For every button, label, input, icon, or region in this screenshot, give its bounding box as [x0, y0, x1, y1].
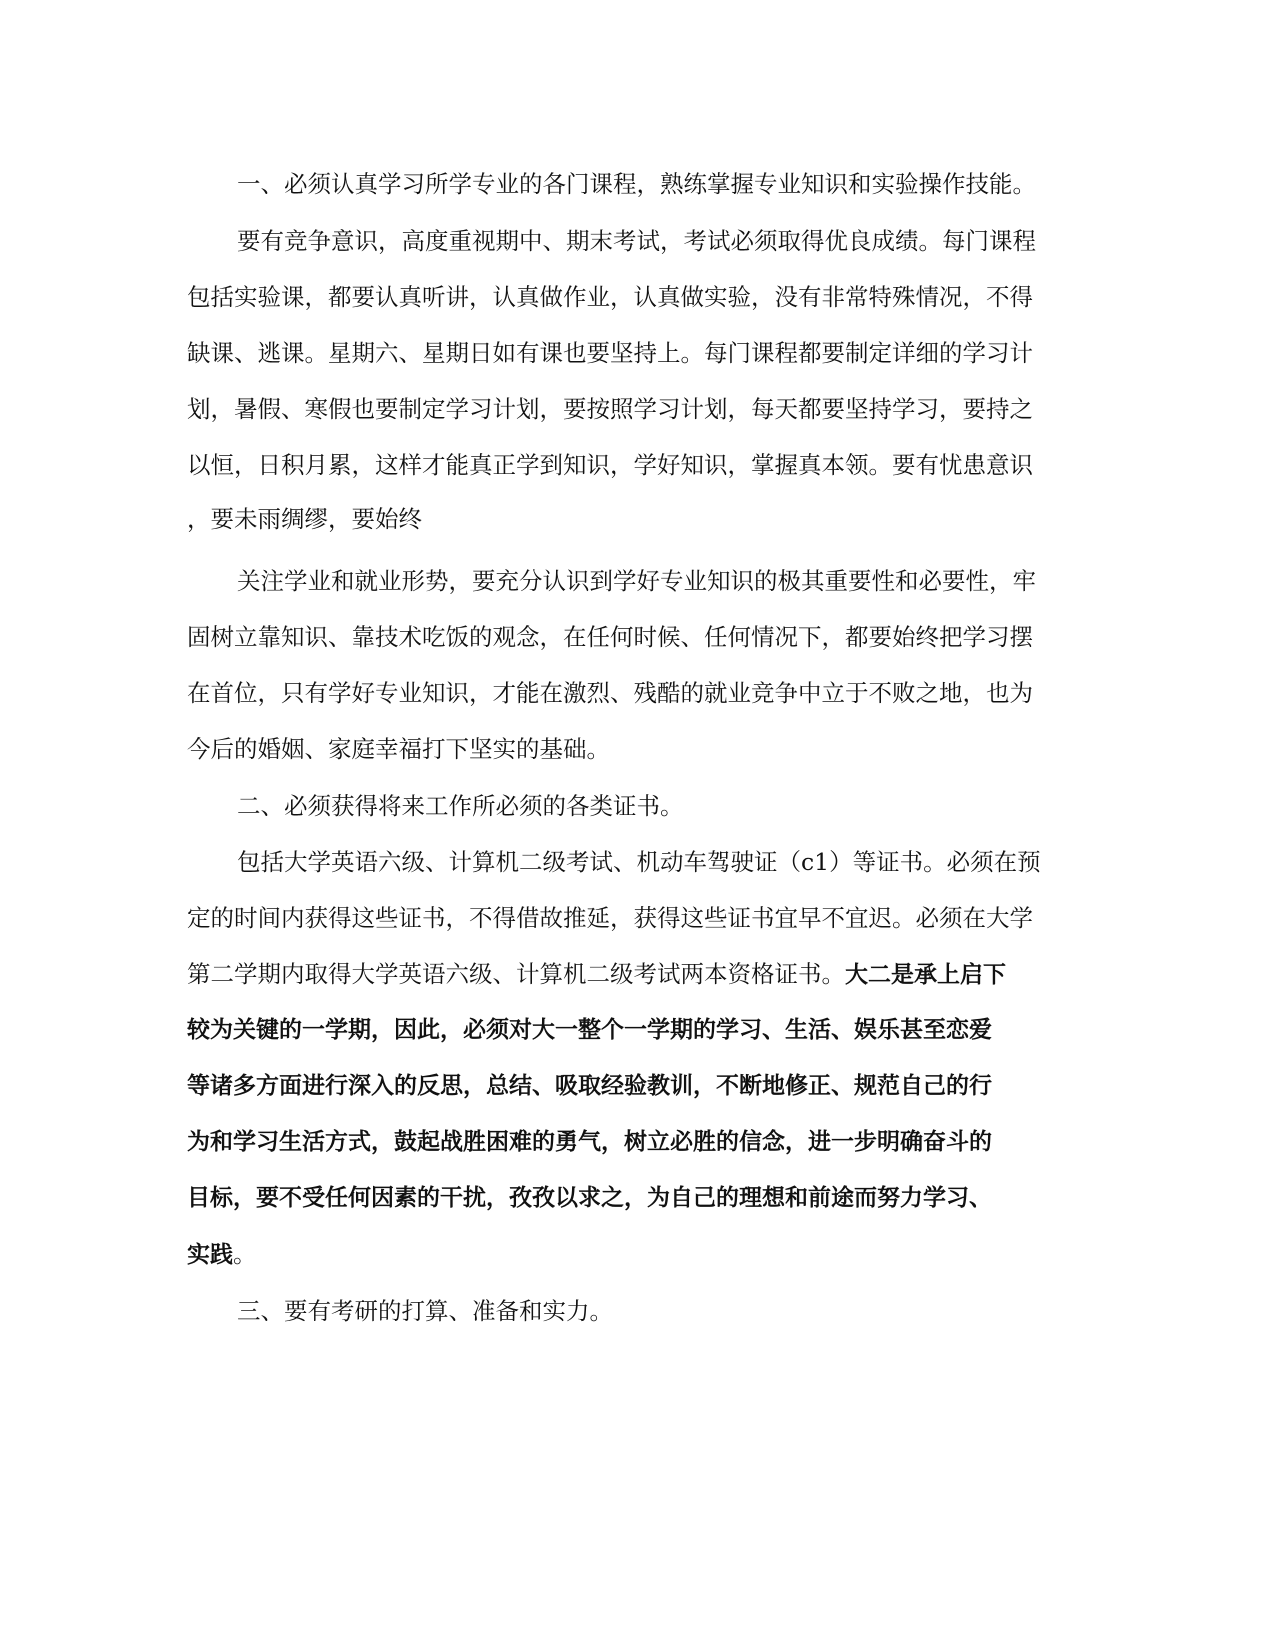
- bold-text-end: 实践: [187, 1242, 233, 1268]
- paragraph-4-line-6: 为和学习生活方式，鼓起战胜困难的勇气，树立必胜的信念，进一步明确奋斗的: [187, 1129, 992, 1155]
- paragraph-3-line-4: 今后的婚姻、家庭幸福打下坚实的基础。: [187, 735, 610, 763]
- paragraph-3-line-2: 固树立靠知识、靠技术吃饭的观念，在任何时候、任何情况下，都要始终把学习摆: [187, 623, 1033, 651]
- paragraph-1-heading: 一、必须认真学习所学专业的各门课程，熟练掌握专业知识和实验操作技能。: [237, 170, 1036, 198]
- paragraph-4-line-2: 定的时间内获得这些证书，不得借故推延，获得这些证书宜早不宜迟。必须在大学: [187, 904, 1033, 932]
- paragraph-4-line-1: 包括大学英语六级、计算机二级考试、机动车驾驶证（c1）等证书。必须在预: [237, 848, 1041, 876]
- paragraph-2-line-3: 缺课、逃课。星期六、星期日如有课也要坚持上。每门课程都要制定详细的学习计: [187, 339, 1033, 367]
- paragraph-2-line-5: 以恒，日积月累，这样才能真正学到知识，学好知识，掌握真本领。要有忧患意识: [187, 451, 1033, 479]
- period-text: 。: [233, 1240, 257, 1268]
- paragraph-2-line-1: 要有竞争意识，高度重视期中、期末考试，考试必须取得优良成绩。每门课程: [237, 227, 1036, 255]
- section-2-heading: 二、必须获得将来工作所必须的各类证书。: [237, 792, 684, 820]
- paragraph-2-line-4: 划，暑假、寒假也要制定学习计划，要按照学习计划，每天都要坚持学习，要持之: [187, 395, 1033, 423]
- section-3-heading: 三、要有考研的打算、准备和实力。: [237, 1297, 613, 1325]
- paragraph-3-line-3: 在首位，只有学好专业知识，才能在激烈、残酷的就业竞争中立于不败之地，也为: [187, 679, 1033, 707]
- regular-text: 第二学期内取得大学英语六级、计算机二级考试两本资格证书。: [187, 960, 845, 988]
- paragraph-4-line-8: [187, 1237, 1087, 1272]
- paragraph-4-line-7: 目标，要不受任何因素的干扰，孜孜以求之，为自己的理想和前途而努力学习、: [187, 1185, 992, 1211]
- paragraph-2-line-6: ，要未雨绸缪，要始终: [187, 505, 422, 533]
- paragraph-3-line-1: 关注学业和就业形势，要充分认识到学好专业知识的极其重要性和必要性，牢: [237, 567, 1036, 595]
- paragraph-4-line-5: 等诸多方面进行深入的反思，总结、吸取经验教训，不断地修正、规范自己的行: [187, 1073, 992, 1099]
- bold-text: 大二是承上启下: [845, 962, 1006, 988]
- paragraph-4-line-3: [187, 957, 1087, 992]
- paragraph-4-line-4: 较为关键的一学期，因此，必须对大一整个一学期的学习、生活、娱乐甚至恋爱: [187, 1017, 992, 1043]
- paragraph-2-line-2: 包括实验课，都要认真听讲，认真做作业，认真做实验，没有非常特殊情况，不得: [187, 283, 1033, 311]
